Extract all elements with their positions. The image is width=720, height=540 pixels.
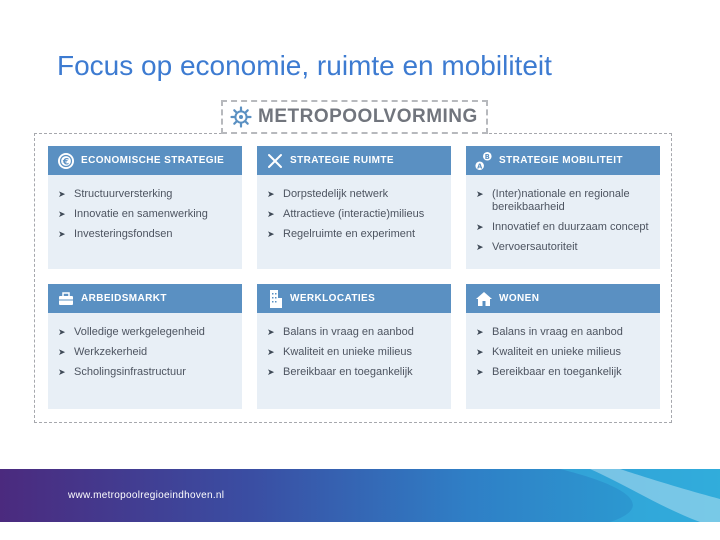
list-item: ➤ Innovatief en duurzaam concept — [476, 221, 649, 233]
card-werklocaties — [257, 284, 451, 409]
list-item: ➤ Attractieve (interactie)milieus — [267, 208, 425, 220]
svg-text:B: B — [484, 152, 490, 161]
card-wonen — [466, 284, 660, 409]
card-header — [466, 284, 660, 313]
card-header — [48, 284, 242, 313]
crossed-tools-icon — [265, 151, 284, 170]
office-building-icon — [265, 289, 284, 308]
list-item: ➤ Kwaliteit en unieke milieus — [476, 346, 622, 358]
card-arbeidsmarkt — [48, 284, 242, 409]
header-label: METROPOOLVORMING — [258, 106, 478, 127]
card-header — [466, 146, 660, 175]
list-item: ➤ Bereikbaar en toegankelijk — [476, 366, 622, 378]
list-item: ➤ Innovatie en samenwerking — [58, 208, 208, 220]
list-item: ➤ Werkzekerheid — [58, 346, 148, 358]
house-icon — [474, 289, 493, 308]
briefcase-icon — [56, 289, 75, 308]
card-header — [257, 284, 451, 313]
card-title: STRATEGIE RUIMTE — [290, 155, 394, 166]
card-title: ARBEIDSMARKT — [81, 293, 167, 304]
svg-text:A: A — [477, 162, 483, 171]
card-strategie-ruimte — [257, 146, 451, 269]
card-economische-strategie — [48, 146, 242, 269]
list-item: ➤ Bereikbaar en toegankelijk — [267, 366, 413, 378]
svg-text:€: € — [62, 157, 69, 167]
list-item: ➤ (Inter)nationale en regionale bereikbaarheid — [476, 188, 630, 213]
footer-url: www.metropoolregioeindhoven.nl — [68, 490, 225, 501]
euro-coin-icon — [56, 151, 75, 170]
list-item: ➤ Volledige werkgelegenheid — [58, 326, 205, 338]
metropoolvorming-header — [221, 100, 488, 134]
card-header — [257, 146, 451, 175]
card-title: WONEN — [499, 293, 540, 304]
card-title: ECONOMISCHE STRATEGIE — [81, 155, 225, 166]
list-item: ➤ Balans in vraag en aanbod — [267, 326, 414, 338]
route-a-b-icon — [474, 151, 493, 170]
list-item: ➤ Dorpstedelijk netwerk — [267, 188, 389, 200]
card-title: STRATEGIE MOBILITEIT — [499, 155, 623, 166]
list-item: ➤ Scholingsinfrastructuur — [58, 366, 186, 378]
card-strategie-mobiliteit — [466, 146, 660, 269]
list-item: ➤ Vervoersautoriteit — [476, 241, 578, 253]
list-item: ➤ Investeringsfondsen — [58, 228, 173, 240]
page-title: Focus op economie, ruimte en mobiliteit — [57, 50, 552, 81]
card-header — [48, 146, 242, 175]
list-item: ➤ Balans in vraag en aanbod — [476, 326, 623, 338]
list-item: ➤ Structuurversterking — [58, 188, 173, 200]
footer-band — [0, 469, 720, 522]
list-item: ➤ Regelruimte en experiment — [267, 228, 416, 240]
gear-icon — [230, 106, 252, 128]
card-title: WERKLOCATIES — [290, 293, 376, 304]
list-item: ➤ Kwaliteit en unieke milieus — [267, 346, 413, 358]
